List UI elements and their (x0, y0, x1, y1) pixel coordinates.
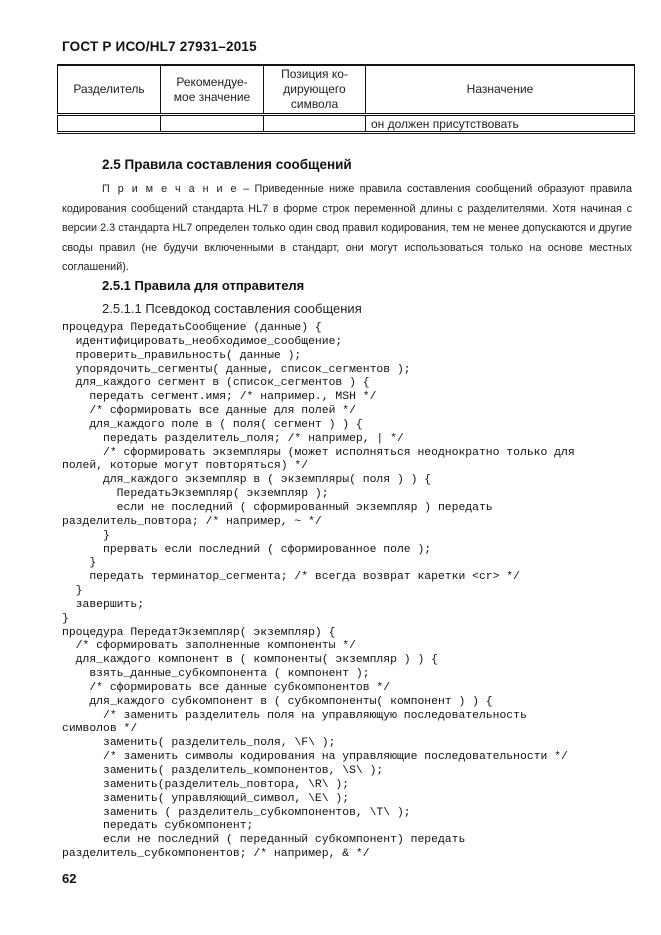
col-header-position: Позиция ко- дирующего символа (264, 65, 366, 115)
code-line: /* сформировать все данные для полей */ (89, 405, 356, 418)
code-line: процедура ПередатьСообщение (данные) { (62, 322, 322, 334)
code-line: процедура ПередатЭкземпляр( экземпляр) { (62, 626, 336, 639)
code-line: заменить( управляющий_символ, \E\ ); (103, 792, 350, 805)
col-header-delimiter: Разделитель (58, 65, 161, 115)
code-line: } (89, 557, 97, 570)
code-line: /* сформировать все данные субкомпонентов */ (89, 681, 391, 694)
table-row (58, 115, 635, 133)
page-number: 62 (62, 871, 77, 886)
note-text: – Приведенные ниже правила составления сообщений образуют правила кодирования сообщений стандарта HL7 в форме строк переменной длины с разделителями. Хотя начиная с версии 2.3 стандарта HL7 определен только один свод правил кодирования, тем не менее допускаются и другие своды правил (не будучи включенными в стандарт, они могут использоваться только на основе местных соглашений). (62, 183, 632, 273)
subsubsection-heading: 2.5.1.1 Псевдокод составления сообщения (102, 301, 362, 316)
code-line: прервать если последний ( сформированное поле ); (103, 543, 432, 556)
code-line: передать разделитель_поля; /* например, | */ (103, 432, 404, 445)
code-line: передать субкомпонент; (103, 820, 254, 833)
code-line: для_каждого сегмент в (список_сегментов ) { (75, 377, 370, 390)
code-line: символов */ (62, 723, 138, 736)
table-cell (161, 115, 264, 133)
code-line: для_каждого субкомпонент в ( субкомпоненты( компонент ) ) { (89, 695, 493, 708)
code-line: взять_данные_субкомпонента ( компонент ); (89, 668, 370, 681)
section-heading: 2.5 Правила составления сообщений (102, 157, 352, 172)
code-line: проверить_правильность( данные ); (75, 349, 302, 362)
col-header-recommended-value: Рекомендуе- мое значение (161, 65, 264, 115)
pseudocode-block (62, 322, 652, 862)
code-line: полей, которые могут повторяться) */ (62, 460, 309, 473)
code-line: если не последний ( сформированный экземпляр ) передать (116, 501, 493, 514)
code-line: } (75, 585, 83, 598)
code-line: заменить(разделитель_повтора, \R\ ); (103, 778, 350, 791)
code-line: идентифицировать_необходимое_сообщение; (75, 335, 343, 348)
document-header: ГОСТ Р ИСО/HL7 27931–2015 (62, 39, 257, 54)
code-line: заменить( разделитель_компонентов, \S\ ); (103, 765, 384, 777)
code-line: } (62, 612, 69, 625)
code-line: /* сформировать заполненные компоненты */ (75, 640, 356, 653)
code-line: для_каждого поле в ( поля( сегмент ) ) { (89, 418, 363, 431)
code-line: упорядочить_сегменты( данные, список_сегментов ); (75, 363, 411, 376)
code-line: для_каждого экземпляр в ( экземпляры( поля ) ) { (103, 474, 432, 487)
note-label: П р и м е ч а н и е (102, 183, 238, 195)
code-line: ПередатьЭкземпляр( экземпляр ); (116, 488, 329, 501)
note-paragraph (62, 180, 632, 278)
table-cell: он должен присутствовать (366, 115, 635, 133)
code-line: если не последний ( переданный субкомпонент) передать (103, 834, 466, 847)
subsection-heading: 2.5.1 Правила для отправителя (102, 278, 305, 293)
code-line: разделитель_субкомпонентов; /* например, & */ (62, 848, 370, 861)
code-line: /* заменить символы кодирования на управляющие последовательности */ (103, 751, 568, 764)
table-header-row (58, 65, 635, 115)
code-line: разделитель_повтора; /* например, ~ */ (62, 515, 322, 528)
col-header-purpose: Назначение (366, 65, 635, 115)
code-line: /* заменить разделитель поля на управляющую последовательность (103, 709, 527, 722)
code-line: заменить( разделитель_поля, \F\ ); (103, 737, 336, 750)
code-line: /* сформировать экземпляры (может исполняться неоднократно только для (103, 446, 575, 459)
code-line: } (103, 529, 110, 542)
code-line: передать терминатор_сегмента; /* всегда возврат каретки <cr> */ (89, 571, 520, 584)
delimiter-table (57, 64, 635, 134)
code-line: для_каждого компонент в ( компоненты( экземпляр ) ) { (75, 654, 438, 667)
code-line: передать сегмент.имя; /* например., MSH */ (89, 391, 377, 404)
code-line: завершить; (75, 598, 145, 611)
table-cell (264, 115, 366, 133)
code-line: заменить ( разделитель_субкомпонентов, \T\ ); (103, 806, 411, 819)
table-cell (58, 115, 161, 133)
